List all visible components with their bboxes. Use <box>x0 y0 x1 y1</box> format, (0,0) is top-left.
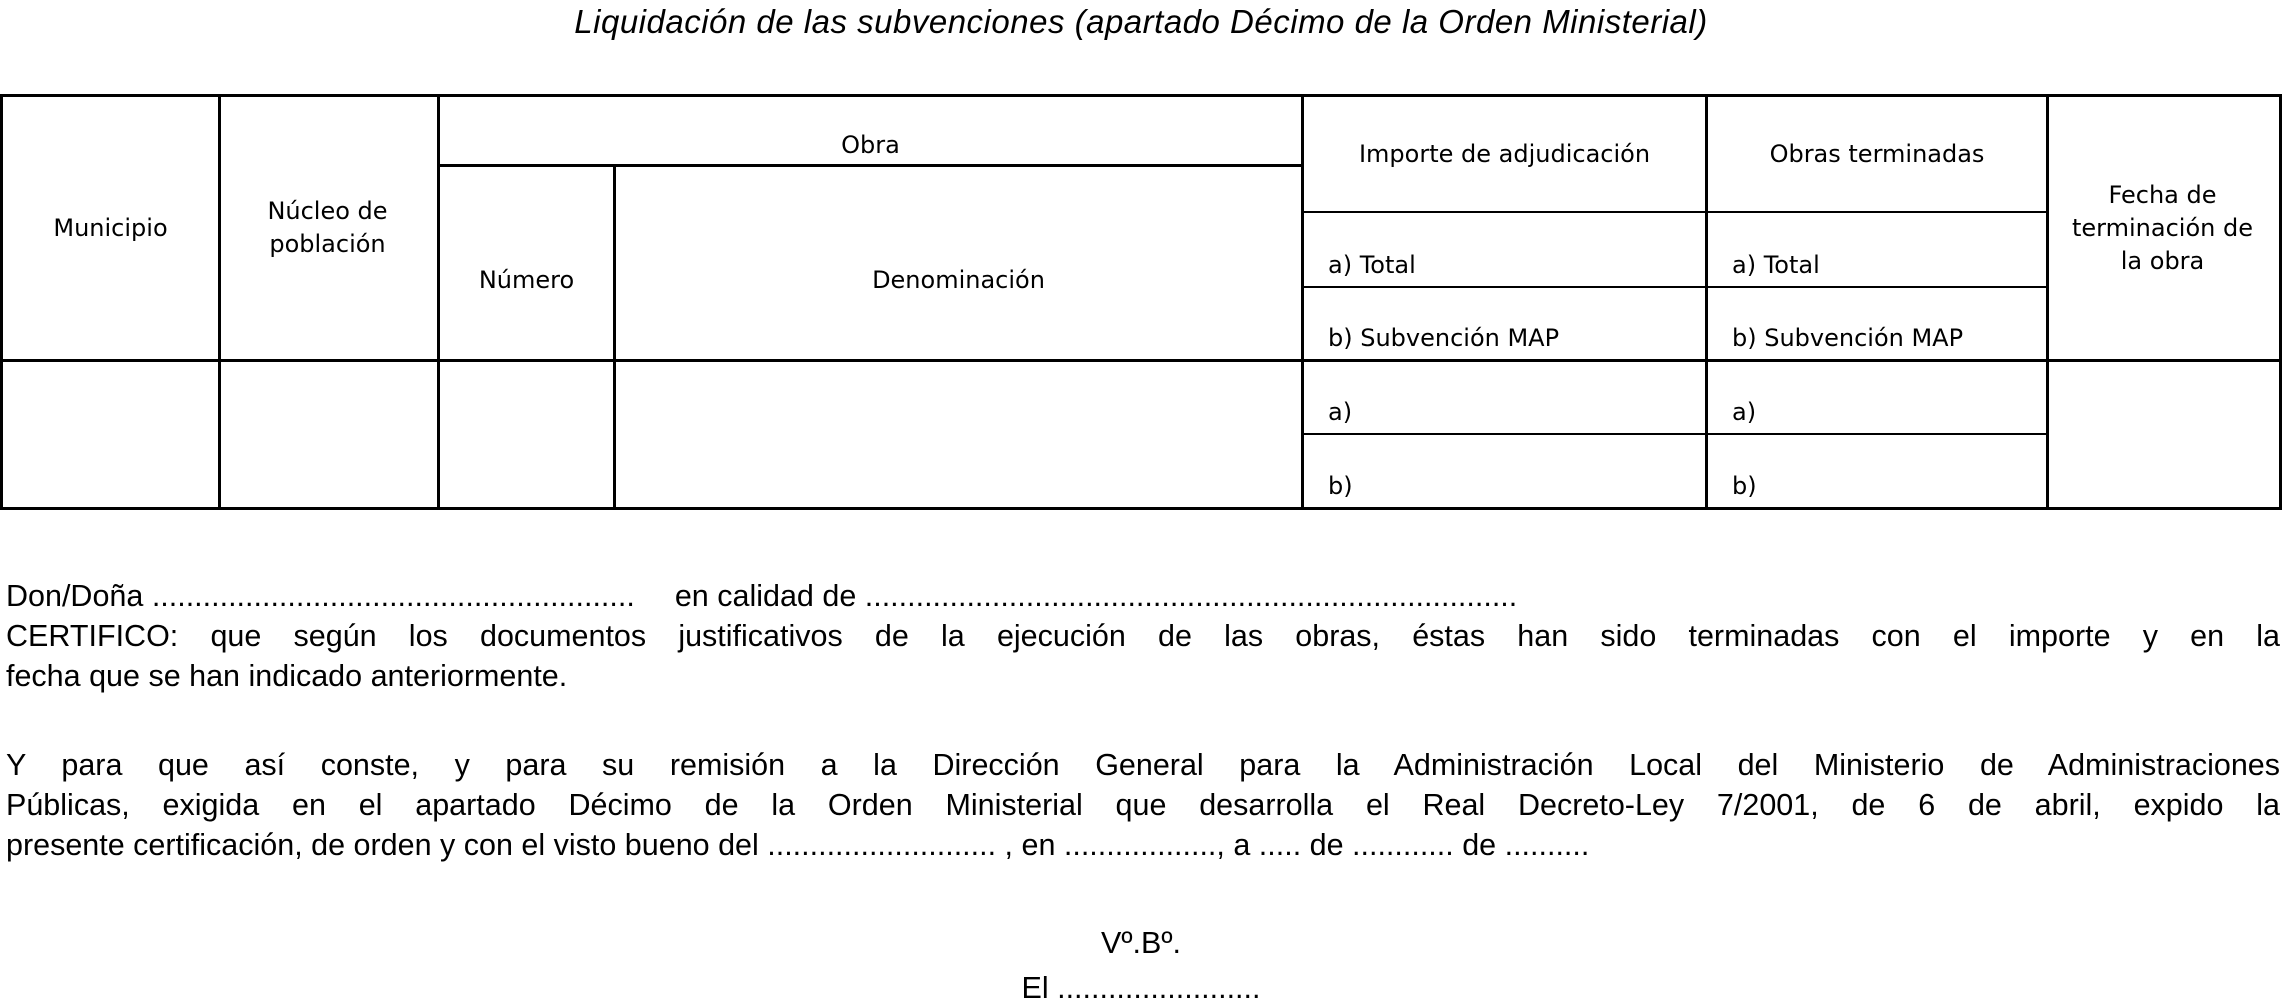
header-fecha: Fecha de terminación de la obra <box>2072 180 2253 275</box>
conste-line-1: Y para que así conste, y para su remisión a la Dirección General para la Administración Local del Ministerio de Administraciones <box>6 748 2280 782</box>
el-signature-line: El ........................ <box>1021 971 1261 1005</box>
document-title: Liquidación de las subvenciones (apartado Décimo de la Orden Ministerial) <box>574 3 1708 40</box>
terminadas-sub-b: b) Subvención MAP <box>1732 324 1964 352</box>
terminadas-sub-a: a) Total <box>1732 251 1820 279</box>
conste-line-2: Públicas, exigida en el apartado Décimo de la Orden Ministerial que desarrolla el Real Decreto-Ley 7/2001, de 6 de abril, expido la <box>6 788 2280 822</box>
header-denominacion: Denominación <box>872 265 1045 294</box>
conste-line-3: presente certificación, de orden y con el visto bueno del ........................... , en .................., a ..... de ............ de .......... <box>6 828 1590 862</box>
don-dona-field: Don/Doña ......................................................... <box>6 579 635 613</box>
calidad-field: en calidad de ............................................................................. <box>674 579 1518 613</box>
header-nucleo: Núcleo de población <box>267 197 388 258</box>
certifico-line-2: fecha que se han indicado anteriormente. <box>6 659 568 693</box>
col-line-6 <box>2046 94 2049 510</box>
header-obra: Obra <box>841 131 900 159</box>
certifico-line: CERTIFICO: que según los documentos justificativos de la ejecución de las obras, éstas han sido terminadas con el importe y en la <box>6 619 2280 653</box>
row-importe-b: b) <box>1328 472 1353 500</box>
table-border-bottom <box>0 507 2282 510</box>
visto-bueno: Vº.Bº. <box>1101 926 1181 960</box>
row-importe-a: a) <box>1328 398 1353 426</box>
importe-sub-b: b) Subvención MAP <box>1328 324 1560 352</box>
header-importe: Importe de adjudicación <box>1358 139 1651 168</box>
row-terminadas-a: a) <box>1732 398 1757 426</box>
don-dona-line <box>6 576 2280 616</box>
importe-sub-a: a) Total <box>1328 251 1416 279</box>
col-line-1 <box>218 94 221 510</box>
header-obras-terminadas: Obras terminadas <box>1769 139 1985 168</box>
header-numero: Número <box>478 265 575 294</box>
header-municipio: Municipio <box>53 213 168 242</box>
row-terminadas-b: b) <box>1732 472 1757 500</box>
